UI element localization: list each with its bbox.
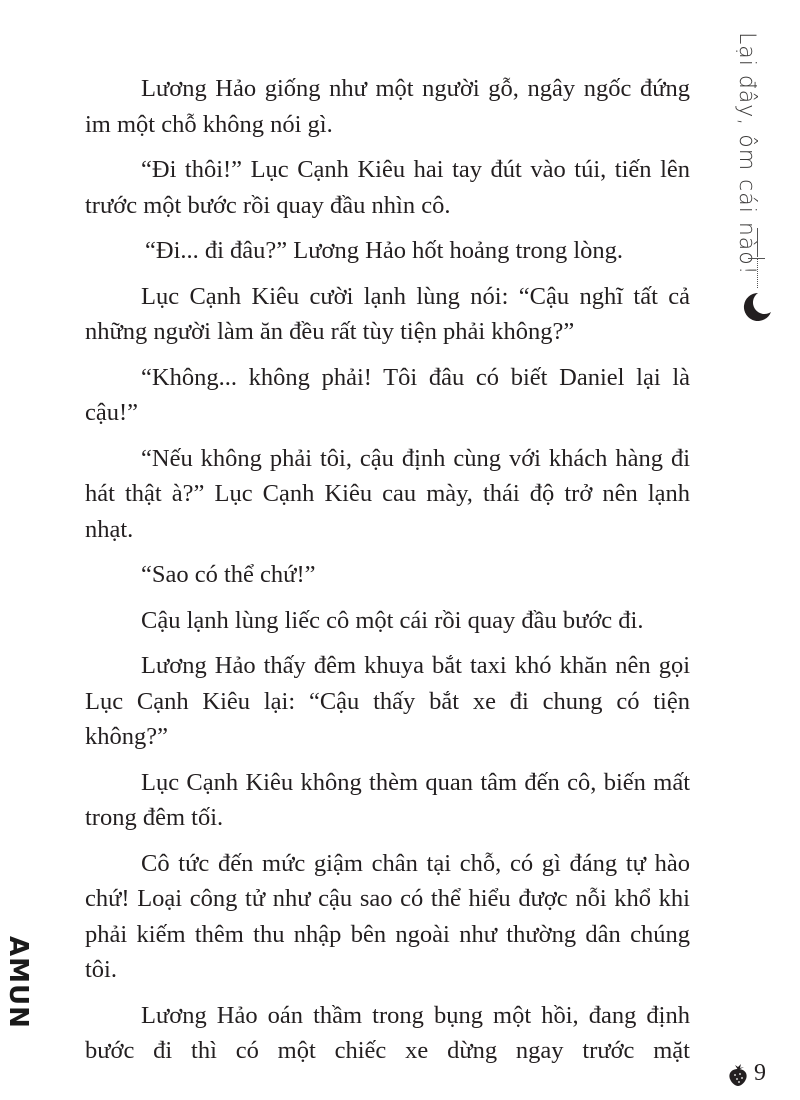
page-number: 9 (754, 1060, 766, 1086)
title-divider (757, 228, 758, 257)
paragraph: Lương Hảo thấy đêm khuya bắt taxi khó khăn nên gọi Lục Cạnh Kiêu lại: “Cậu thấy bắt xe đi chung có tiện không?” (85, 652, 690, 750)
paragraph: “Không... không phải! Tôi đâu có biết Daniel lại là cậu!” (85, 363, 690, 426)
title-divider (757, 258, 758, 288)
paragraph: Lương Hảo giống như một người gỗ, ngây ngốc đứng im một chỗ không nói gì. (85, 75, 690, 138)
publisher-name: AMUN (3, 936, 33, 1029)
paragraph: “Nếu không phải tôi, cậu định cùng với khách hàng đi hát thật à?” Lục Cạnh Kiêu cau mày, thái độ trở nên lạnh nhạt. (85, 444, 690, 543)
paragraph: Lục Cạnh Kiêu cười lạnh lùng nói: “Cậu nghĩ tất cả những người làm ăn đều rất tùy tiện phải không?” (85, 282, 690, 345)
paragraph: “Sao có thể chứ!” (141, 561, 316, 588)
paragraph: Lục Cạnh Kiêu không thèm quan tâm đến cô, biến mất trong đêm tối. (85, 768, 690, 831)
crescent-moon-icon (738, 290, 772, 324)
paragraph: Lương Hảo oán thầm trong bụng một hồi, đang định bước đi thì có một chiếc xe dừng ngay trước mặt (85, 1001, 690, 1064)
body-text (85, 71, 690, 1079)
paragraph: “Đi thôi!” Lục Cạnh Kiêu hai tay đút vào túi, tiến lên trước một bước rồi quay đầu nhìn cô. (85, 156, 690, 219)
paragraph: Cô tức đến mức giậm chân tại chỗ, có gì đáng tự hào chứ! Loại công tử như cậu sao có thể hiểu được nỗi khổ khi phải kiếm thêm thu nhập bên ngoài như thường dân chúng tôi. (85, 849, 690, 983)
publisher-logo (3, 936, 33, 1029)
strawberry-icon (727, 1063, 749, 1087)
page-footer (720, 1060, 780, 1090)
paragraph: “Đi... đi đâu?” Lương Hảo hốt hoảng trong lòng. (145, 237, 624, 264)
book-title: Lại đây, ôm cái nào! (734, 32, 759, 276)
running-title (725, 8, 769, 276)
paragraph: Cậu lạnh lùng liếc cô một cái rồi quay đầu bước đi. (141, 606, 644, 634)
